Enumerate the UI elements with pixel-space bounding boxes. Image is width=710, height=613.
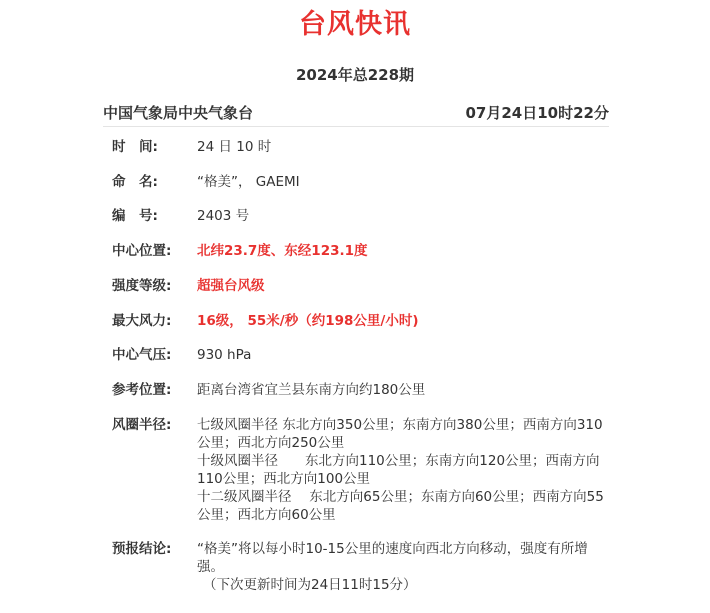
wind-radius-line: 公里；西北方向60公里 xyxy=(197,507,336,523)
intensity-label: 强度等级: xyxy=(112,278,172,294)
header-divider xyxy=(103,126,609,127)
number-label: 编 号: xyxy=(112,208,158,224)
intensity-value: 超强台风级 xyxy=(197,278,265,294)
time-value: 24 日 10 时 xyxy=(197,139,272,155)
reference-position-value: 距离台湾省宜兰县东南方向约180公里 xyxy=(197,382,426,398)
wind-radius-value xyxy=(197,416,607,524)
issuing-agency: 中国气象局中央气象台 xyxy=(103,104,254,122)
wind-radius-line: 十级风圈半径 东北方向110公里；东南方向120公里；西南方向 xyxy=(197,453,600,469)
pressure-label: 中心气压: xyxy=(112,347,172,363)
issue-number: 2024年总228期 xyxy=(295,66,415,84)
center-position-label: 中心位置: xyxy=(112,243,172,259)
center-position-value: 北纬23.7度、东经123.1度 xyxy=(197,243,368,259)
time-label: 时 间: xyxy=(112,139,158,155)
forecast-label: 预报结论: xyxy=(112,541,172,557)
reference-position-label: 参考位置: xyxy=(112,382,172,398)
name-label: 命 名: xyxy=(112,174,158,190)
wind-radius-line: 十二级风圈半径 东北方向65公里；东南方向60公里；西南方向55 xyxy=(197,489,604,505)
max-wind-value: 16级， 55米/秒（约198公里/小时) xyxy=(197,313,419,329)
issue-time: 07月24日10时22分 xyxy=(465,104,609,122)
forecast-line: “格美”将以每小时10-15公里的速度向西北方向移动，强度有所增 xyxy=(197,541,588,557)
wind-radius-line: 110公里；西北方向100公里 xyxy=(197,471,371,487)
wind-radius-line: 七级风圈半径 东北方向350公里；东南方向380公里；西南方向310 xyxy=(197,417,603,433)
wind-radius-line: 公里；西北方向250公里 xyxy=(197,435,345,451)
forecast-value xyxy=(197,540,607,594)
forecast-line: 强。 xyxy=(197,559,224,575)
max-wind-label: 最大风力: xyxy=(112,313,172,329)
wind-radius-label: 风圈半径: xyxy=(112,417,172,433)
number-value: 2403 号 xyxy=(197,208,250,224)
page-title: 台风快讯 xyxy=(299,9,411,40)
next-update-note: （下次更新时间为24日11时15分） xyxy=(203,577,417,593)
pressure-value: 930 hPa xyxy=(197,347,252,363)
name-value: “格美”， GAEMI xyxy=(197,174,300,190)
